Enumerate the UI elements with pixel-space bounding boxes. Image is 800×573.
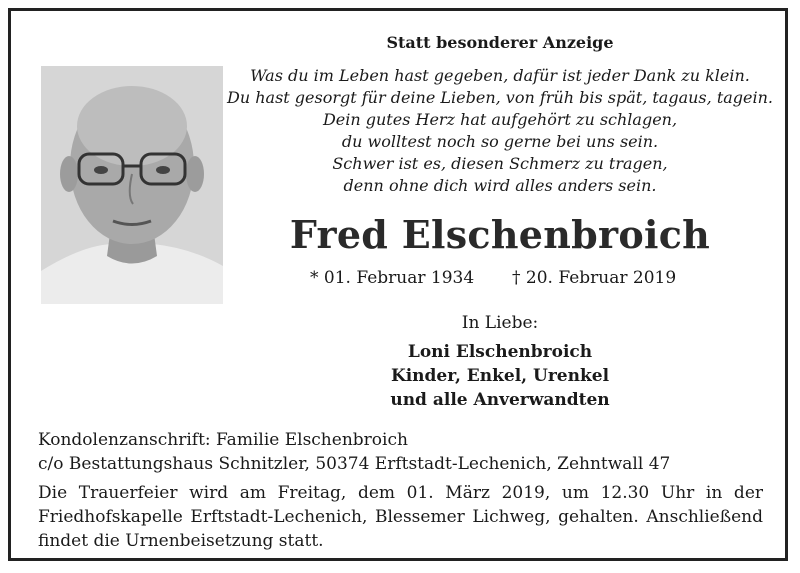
condolence-line: c/o Bestattungshaus Schnitzler, 50374 Erftstadt-Lechenich, Zehntwall 47 — [38, 454, 671, 474]
in-love-label: In Liebe: — [461, 313, 539, 333]
condolence-address — [38, 428, 670, 476]
poem-line: denn ohne dich wird alles anders sein. — [343, 176, 657, 195]
notice-heading: Statt besonderer Anzeige — [386, 33, 614, 52]
poem-line: Dein gutes Herz hat aufgehört zu schlagen, — [322, 110, 678, 129]
birth-date: * 01. Februar 1934 — [310, 268, 475, 288]
family-line: Loni Elschenbroich — [407, 342, 593, 362]
poem — [200, 65, 800, 197]
poem-line: Was du im Leben hast gegeben, dafür ist jeder Dank zu klein. — [250, 66, 750, 85]
family-line: und alle Anverwandten — [390, 390, 610, 410]
ceremony-info: Die Trauerfeier wird am Freitag, dem 01. März 2019, um 12.30 Uhr in der Friedhofskapelle Erftstadt-Lechenich, Blessemer Lichweg, gehalten. Anschließend findet die Urnenbeisetzung statt. — [38, 483, 763, 551]
family-line: Kinder, Enkel, Urenkel — [390, 366, 610, 386]
poem-line: Schwer ist es, diesen Schmerz zu tragen, — [332, 154, 668, 173]
poem-line: Du hast gesorgt für deine Lieben, von früh bis spät, tagaus, tagein. — [227, 88, 773, 107]
condolence-line: Kondolenzanschrift: Familie Elschenbroich — [38, 430, 408, 450]
portrait-photo — [41, 66, 223, 304]
poem-line: du wolltest noch so gerne bei uns sein. — [341, 132, 659, 151]
death-date: † 20. Februar 2019 — [512, 268, 677, 288]
deceased-name: Fred Elschenbroich — [289, 212, 711, 257]
family-list — [200, 340, 800, 412]
